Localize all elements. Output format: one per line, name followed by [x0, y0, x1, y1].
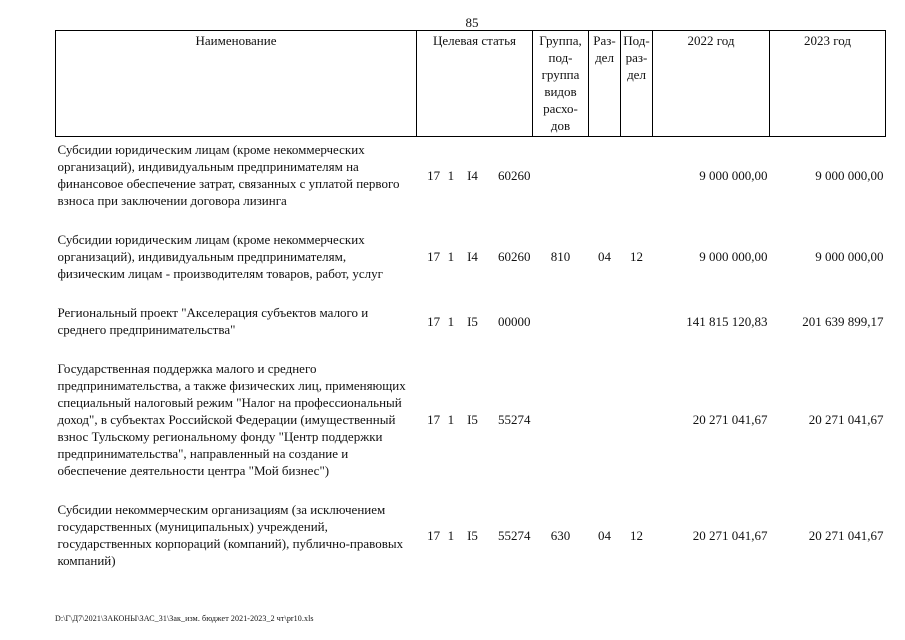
row-subsection	[621, 356, 653, 497]
row-section: 04	[598, 249, 611, 264]
target-code-part: 1	[447, 527, 455, 543]
target-code-part: 55274	[497, 412, 531, 427]
row-amount-2022: 20 271 041,67	[692, 527, 768, 543]
row-amount-2023: 20 271 041,67	[808, 527, 884, 543]
header-year-2023: 2023 год	[770, 31, 886, 137]
row-subsection	[621, 300, 653, 356]
row-expense-group: 630	[550, 527, 571, 543]
row-expense-group: 810	[550, 249, 571, 264]
row-target-code	[417, 497, 533, 587]
table-row	[56, 356, 886, 497]
table-row	[56, 300, 886, 356]
target-code-part: 1	[447, 167, 455, 183]
row-target-code	[417, 356, 533, 497]
row-amount-2023: 20 271 041,67	[808, 412, 884, 427]
target-code-part: I4	[467, 167, 478, 183]
row-name: Региональный проект "Акселерация субъектов малого и среднего предпринимательства"	[57, 305, 369, 337]
page-number: 85	[465, 15, 479, 30]
row-amount-2022: 141 815 120,83	[686, 313, 768, 329]
target-code-part: I5	[467, 412, 478, 427]
row-name: Субсидии юридическим лицам (кроме некоммерческих организаций), индивидуальным предпринимателям, физическим лицам - производителям товаров, работ, услуг	[57, 232, 383, 281]
row-amount-2023: 9 000 000,00	[815, 249, 884, 264]
header-name: Наименование	[56, 31, 417, 137]
row-amount-2023: 201 639 899,17	[802, 313, 884, 329]
target-code-part: 17	[427, 313, 441, 329]
row-name: Субсидии некоммерческим организациям (за исключением государственных (муниципальных) учреждений, государственных корпораций (компаний), публично-правовых компаний)	[57, 502, 404, 568]
row-target-code	[417, 137, 533, 228]
row-amount-2022: 9 000 000,00	[699, 249, 768, 264]
row-amount-2022: 9 000 000,00	[699, 167, 768, 183]
target-code-part: 17	[427, 167, 441, 183]
target-code-part: 17	[427, 527, 441, 543]
row-expense-group	[533, 356, 589, 497]
row-name: Государственная поддержка малого и среднего предпринимательства, а также физических лиц, применяющих специальный налоговый режим "Налог на профессиональный доход", в субъектах Российской Федерации (имущественный взнос Тульскому региональному фонду "Центр поддержки предпринимательства", направленный на создание и обеспечение деятельности центра "Мой бизнес")	[57, 361, 406, 478]
target-code-part: 00000	[497, 313, 531, 329]
row-expense-group	[533, 137, 589, 228]
target-code-part: 1	[447, 412, 455, 427]
target-code-part: 17	[427, 412, 441, 427]
table-row	[56, 137, 886, 228]
row-section	[589, 137, 621, 228]
target-code-part: 55274	[497, 527, 531, 543]
header-target-article: Целевая статья	[417, 31, 533, 137]
target-code-part: 17	[427, 249, 441, 264]
header-year-2022: 2022 год	[653, 31, 770, 137]
row-section	[589, 356, 621, 497]
target-code-part: I5	[467, 313, 478, 329]
row-target-code	[417, 300, 533, 356]
target-code-part: 1	[447, 313, 455, 329]
row-name: Субсидии юридическим лицам (кроме некоммерческих организаций), индивидуальным предпринимателям на финансовое обеспечение затрат, связанных с уплатой первого взноса при заключении договора лизинга	[57, 142, 400, 208]
budget-table	[55, 30, 886, 587]
row-section: 04	[598, 527, 611, 543]
row-target-code	[417, 227, 533, 300]
footer-file-path: D:\Г\Д7\2021\ЗАКОНЫ\ЗАС_31\Зак_изм. бюджет 2021-2023_2 чт\pr10.xls	[55, 614, 314, 623]
row-amount-2023: 9 000 000,00	[815, 167, 884, 183]
row-amount-2022: 20 271 041,67	[692, 412, 768, 427]
target-code-part: 60260	[497, 249, 531, 264]
row-subsection: 12	[630, 249, 643, 264]
header-section: Раз- дел	[589, 31, 621, 137]
header-subsection: Под- раз- дел	[621, 31, 653, 137]
row-expense-group	[533, 300, 589, 356]
table-header-row	[56, 31, 886, 137]
target-code-part: 60260	[497, 167, 531, 183]
target-code-part: I4	[467, 249, 478, 264]
row-subsection	[621, 137, 653, 228]
header-expense-group: Группа, под- группа видов расхо- дов	[533, 31, 589, 137]
row-section	[589, 300, 621, 356]
table-row	[56, 497, 886, 587]
table-row	[56, 227, 886, 300]
target-code-part: I5	[467, 527, 478, 543]
row-subsection: 12	[630, 527, 643, 543]
target-code-part: 1	[447, 249, 455, 264]
